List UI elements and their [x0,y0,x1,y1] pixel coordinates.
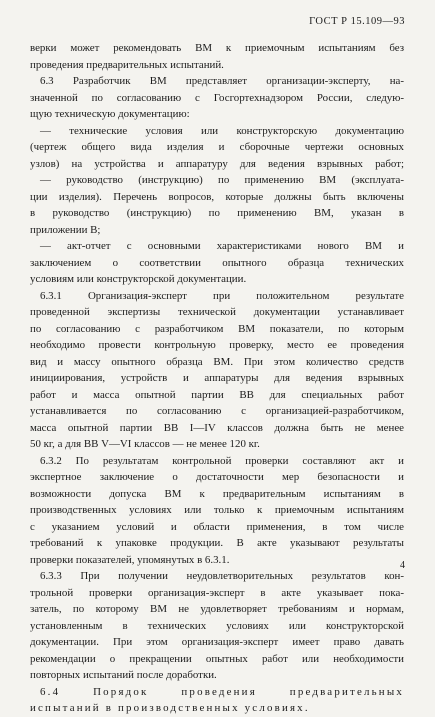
text-line: проведенной экспертизы технической документации устанавливает [30,306,404,318]
document-body [30,40,404,717]
text-line: заключением о соответствии опытного образца технических [30,256,404,269]
text-line: — руководство (инструкцию) по применению ВМ (эксплуата- [40,174,404,186]
text-line: масса опытной партии ВВ I—IV классов должна быть не менее [30,421,404,434]
text-line: с указанием условий и области применения, в том числе [30,520,404,533]
text-line: — акт-отчет с основными характеристиками нового ВМ и [40,240,404,252]
text-line: условиям или конструкторской документации. [30,273,247,285]
text-line: документации. При этом организация-эксперт имеет право давать [30,636,404,648]
text-line: 50 кг, а для ВВ V—VI классов — не менее 120 кг. [30,438,260,450]
text-line: — технические условия или конструкторскую документацию [40,124,404,137]
text-line: ции изделия). Перечень вопросов, которые должны быть включены [30,190,404,203]
text-line: возможности допуска ВМ к предварительным испытаниям в [30,487,404,500]
text-line: 6.3.1 Организация-эксперт при положительном результате [40,289,404,302]
text-line: приложении В; [30,223,101,236]
text-line: (чертеж общего вида изделия и сборочные чертежи основных [30,141,404,153]
text-line: верки может рекомендовать ВМ к приемочным испытаниям без [30,42,404,54]
text-line: испытаний в производственных условиях. [30,702,310,714]
text-line: 6.3.3 При получении неудовлетворительных результатов кон- [40,570,404,582]
text-line: рекомендации о прекращении опытных работ или необходимости [30,652,404,665]
page-number: 4 [400,560,405,571]
text-line: устанавливается по согласованию с организацией-разработчиком, [30,405,404,417]
document-code-header: ГОСТ Р 15.109—93 [309,16,405,27]
text-line: 6.4 Порядок проведения предварительных [40,685,404,698]
text-line: 6.3 Разработчик ВМ представляет организации-эксперту, на- [40,75,404,87]
text-line: в руководство (инструкцию) по применению ВМ, указан в [30,207,404,219]
text-line: экспертное заключение о достаточности мер безопасности и [30,471,404,483]
text-line: трольной проверки организация-эксперт в акте указывает пока- [30,586,404,599]
text-line: работ и масса опытной партии ВВ для специальных работ [30,388,404,401]
text-line: проведения предварительных испытаний. [30,58,224,71]
text-line: установленным в технических условиях или конструкторской [30,619,404,632]
text-line: 6.3.2 По результатам контрольной проверки составляют акт и [40,454,404,467]
text-line: вид и массу опытного образца ВМ. При этом количество средств [30,355,404,368]
text-line: по согласованию с разработчиком ВМ показатели, по которым [30,322,404,335]
text-line: узлов) на устройства и аппаратуру для ведения взрывных работ; [30,157,404,170]
text-line: необходимо провести контрольную проверку, место ее проведения [30,339,404,351]
text-line: щую техническую документацию: [30,108,190,120]
text-line: требований к упаковке продукции. В акте указывают результаты [30,537,404,549]
text-line: инициирования, устройств и аппаратуры для ведения взрывных [30,372,404,384]
text-line: значенной по согласованию с Госгортехнадзором России, следую- [30,91,404,104]
text-line: проверки показателей, упомянутых в 6.3.1. [30,553,230,566]
text-line: затель, по которому ВМ не удовлетворяет требованиям и нормам, [30,603,404,615]
text-line: производственных условиях или только к приемочным испытаниям [30,504,404,516]
text-line: повторных испытаний после доработки. [30,669,217,681]
